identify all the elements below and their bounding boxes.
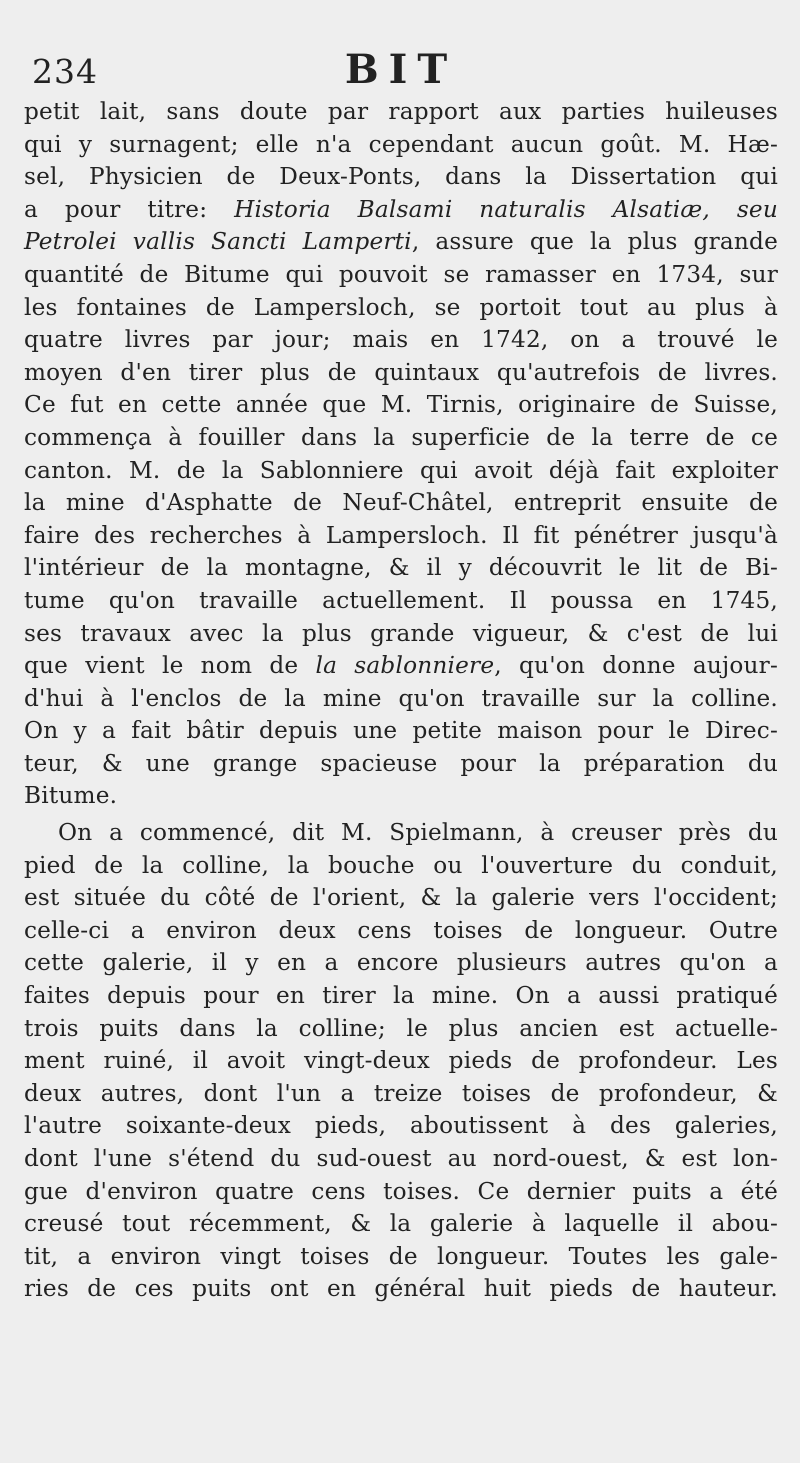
text-line: tume qu'on travaille actuellement. Il poussa en 1745, — [24, 586, 778, 614]
line-suffix: , qu'on donne aujour- — [494, 652, 778, 680]
text-line: Ce fut en cette année que M. Tirnis, originaire de Suisse, — [24, 391, 778, 419]
text-line: pied de la colline, la bouche ou l'ouverture du conduit, — [24, 851, 778, 879]
text-line: Bitume. — [24, 782, 118, 810]
text-line: d'hui à l'enclos de la mine qu'on travaille sur la colline. — [24, 684, 778, 712]
text-line: gue d'environ quatre cens toises. Ce dernier puits a été — [24, 1177, 778, 1205]
text-line: faites depuis pour en tirer la mine. On a aussi pratiqué — [24, 982, 778, 1010]
paragraph-2 — [24, 817, 778, 1306]
text-line: teur, & une grange spacieuse pour la préparation du — [24, 749, 778, 777]
italic-name: la sablonniere — [315, 652, 495, 680]
text-line: dont l'une s'étend du sud-ouest au nord-ouest, & est lon- — [24, 1145, 778, 1172]
paragraph-1 — [24, 96, 778, 813]
text-line: On y a fait bâtir depuis une petite maison pour le Direc- — [24, 717, 778, 745]
text-line: quantité de Bitume qui pouvoit se ramasser en 1734, sur — [24, 260, 778, 288]
text-line: trois puits dans la colline; le plus ancien est actuelle- — [24, 1014, 778, 1042]
line-prefix: a pour titre: — [24, 195, 235, 223]
line-prefix: que vient le nom de — [24, 652, 316, 680]
text-line: celle-ci a environ deux cens toises de longueur. Outre — [24, 916, 778, 944]
text-line — [24, 194, 778, 227]
text-line: moyen d'en tirer plus de quintaux qu'autrefois de livres. — [24, 358, 778, 386]
text-line: sel, Physicien de Deux-Ponts, dans la Dissertation qui — [24, 163, 778, 191]
text-line: ses travaux avec la plus grande vigueur, & c'est de lui — [24, 619, 778, 647]
text-line: la mine d'Asphatte de Neuf-Châtel, entreprit ensuite de — [24, 489, 778, 517]
text-line: l'autre soixante-deux pieds, aboutissent à des galeries, — [24, 1112, 778, 1140]
text-line: ment ruiné, il avoit vingt-deux pieds de profondeur. Les — [24, 1047, 778, 1075]
text-line: les fontaines de Lampersloch, se portoit tout au plus à — [24, 293, 778, 321]
running-head: BIT — [344, 46, 458, 93]
text-line: deux autres, dont l'un a treize toises de profondeur, & — [24, 1079, 778, 1107]
text-line: commença à fouiller dans la superficie de la terre de ce — [24, 423, 778, 451]
text-line: qui y surnagent; elle n'a cependant aucun goût. M. Hæ- — [24, 130, 778, 158]
line-suffix: , assure que la plus grande — [411, 228, 778, 256]
text-line: cette galerie, il y en a encore plusieurs autres qu'on a — [24, 949, 778, 977]
text-line: On a commencé, dit M. Spielmann, à creuser près du — [58, 819, 778, 847]
text-line: quatre livres par jour; mais en 1742, on a trouvé le — [24, 326, 778, 354]
text-line: creusé tout récemment, & la galerie à laquelle il abou- — [24, 1210, 778, 1238]
text-line: canton. M. de la Sablonniere qui avoit déjà fait exploiter — [24, 456, 778, 484]
italic-title: Petrolei vallis Sancti Lamperti — [24, 228, 412, 256]
text-line: ries de ces puits ont en général huit pieds de hauteur. — [24, 1275, 778, 1303]
page-header — [24, 38, 778, 96]
text-line — [24, 650, 778, 683]
text-line: l'intérieur de la montagne, & il y découvrit le lit de Bi- — [24, 554, 778, 582]
text-line: faire des recherches à Lampersloch. Il fit pénétrer jusqu'à — [24, 521, 778, 549]
text-line: petit lait, sans doute par rapport aux parties huileuses — [24, 98, 778, 125]
body-text — [24, 96, 778, 1306]
italic-title: Historia Balsami naturalis Alsatiæ, seu — [234, 195, 778, 223]
text-line: est située du côté de l'orient, & la galerie vers l'occident; — [24, 884, 778, 912]
text-line — [24, 226, 778, 259]
page-number: 234 — [32, 52, 98, 91]
text-line: tit, a environ vingt toises de longueur. Toutes les gale- — [24, 1242, 778, 1270]
